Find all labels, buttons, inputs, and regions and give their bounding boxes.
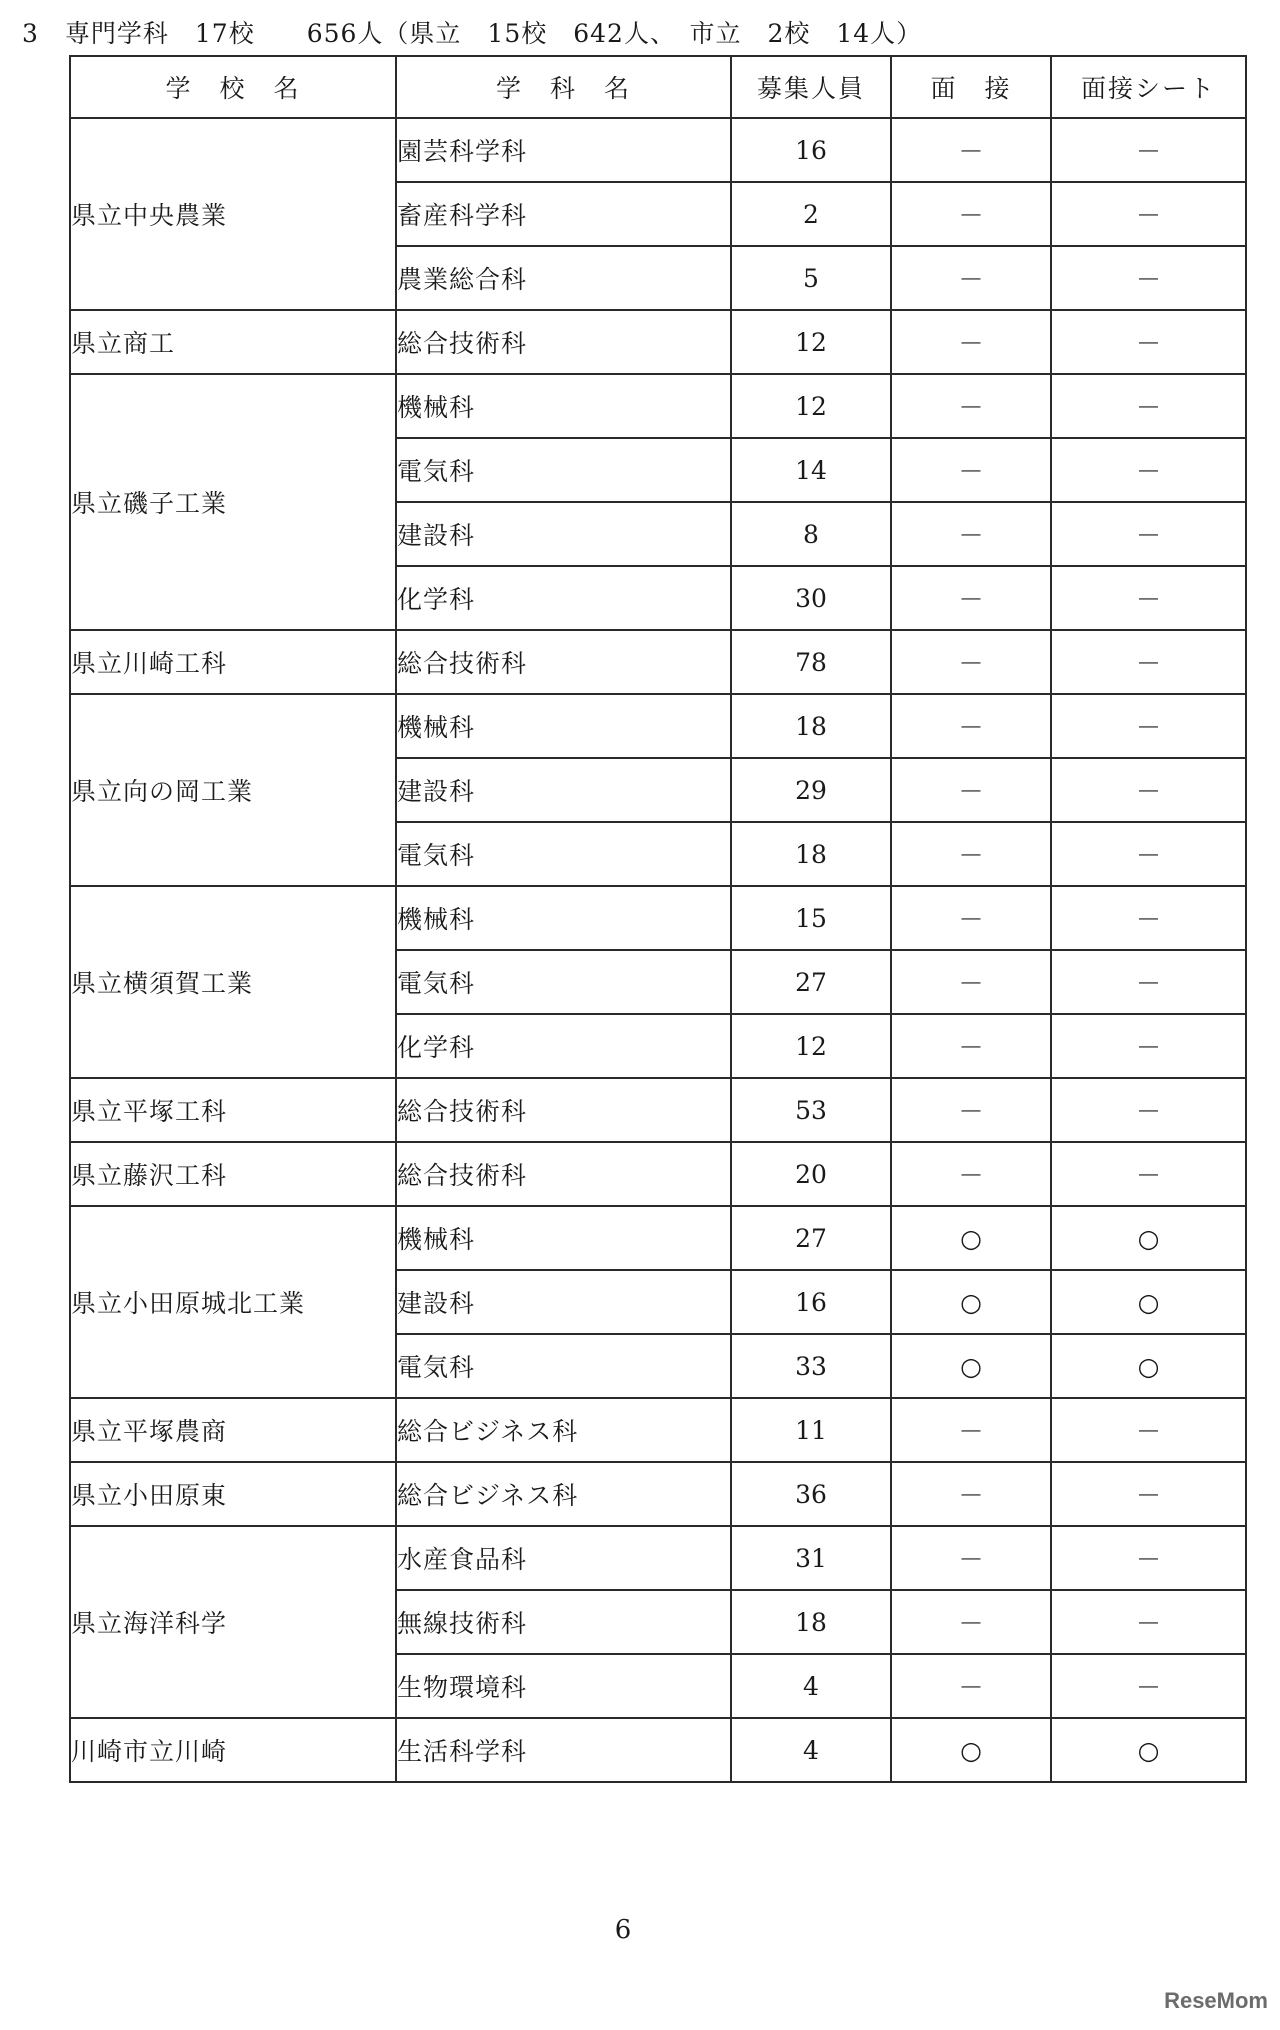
table-row [70, 310, 1246, 374]
interview-sheet-cell: － [1051, 1654, 1246, 1718]
school-name-cell: 県立海洋科学 [70, 1526, 396, 1718]
table-row [70, 1206, 1246, 1270]
interview-cell: － [891, 1526, 1051, 1590]
interview-cell: － [891, 758, 1051, 822]
admissions-table [69, 55, 1247, 1783]
interview-cell: － [891, 1654, 1051, 1718]
capacity-cell: 18 [731, 822, 891, 886]
capacity-cell: 30 [731, 566, 891, 630]
department-cell: 水産食品科 [396, 1526, 731, 1590]
capacity-cell: 8 [731, 502, 891, 566]
capacity-cell: 16 [731, 1270, 891, 1334]
interview-sheet-cell: － [1051, 758, 1246, 822]
school-name-cell: 県立小田原東 [70, 1462, 396, 1526]
table-row [70, 1078, 1246, 1142]
capacity-cell: 2 [731, 182, 891, 246]
department-cell: 総合技術科 [396, 1142, 731, 1206]
interview-sheet-cell: － [1051, 1590, 1246, 1654]
department-cell: 総合ビジネス科 [396, 1398, 731, 1462]
interview-cell: ○ [891, 1270, 1051, 1334]
interview-cell: ○ [891, 1718, 1051, 1782]
capacity-cell: 5 [731, 246, 891, 310]
interview-sheet-cell: － [1051, 246, 1246, 310]
interview-sheet-cell: － [1051, 502, 1246, 566]
capacity-cell: 27 [731, 1206, 891, 1270]
school-name-cell: 県立磯子工業 [70, 374, 396, 630]
interview-sheet-cell: ○ [1051, 1270, 1246, 1334]
interview-cell: － [891, 182, 1051, 246]
interview-sheet-cell: － [1051, 1398, 1246, 1462]
department-cell: 電気科 [396, 950, 731, 1014]
school-name-cell: 県立商工 [70, 310, 396, 374]
interview-cell: － [891, 310, 1051, 374]
table-row [70, 374, 1246, 438]
school-name-cell: 県立小田原城北工業 [70, 1206, 396, 1398]
capacity-cell: 36 [731, 1462, 891, 1526]
department-cell: 機械科 [396, 886, 731, 950]
table-row [70, 1526, 1246, 1590]
department-cell: 機械科 [396, 1206, 731, 1270]
capacity-cell: 53 [731, 1078, 891, 1142]
interview-cell: － [891, 1014, 1051, 1078]
interview-cell: － [891, 950, 1051, 1014]
interview-sheet-cell: － [1051, 694, 1246, 758]
department-cell: 総合技術科 [396, 630, 731, 694]
interview-sheet-cell: － [1051, 630, 1246, 694]
capacity-cell: 11 [731, 1398, 891, 1462]
table-row [70, 1718, 1246, 1782]
capacity-cell: 12 [731, 1014, 891, 1078]
capacity-cell: 31 [731, 1526, 891, 1590]
interview-cell: － [891, 1590, 1051, 1654]
department-cell: 建設科 [396, 1270, 731, 1334]
interview-sheet-cell: － [1051, 1078, 1246, 1142]
department-cell: 生活科学科 [396, 1718, 731, 1782]
department-cell: 生物環境科 [396, 1654, 731, 1718]
interview-sheet-cell: ○ [1051, 1718, 1246, 1782]
department-cell: 機械科 [396, 694, 731, 758]
department-cell: 機械科 [396, 374, 731, 438]
capacity-cell: 16 [731, 118, 891, 182]
department-cell: 総合ビジネス科 [396, 1462, 731, 1526]
department-cell: 総合技術科 [396, 310, 731, 374]
table-body [70, 118, 1246, 1782]
capacity-cell: 12 [731, 374, 891, 438]
header-interview: 面 接 [891, 56, 1051, 118]
table-row [70, 630, 1246, 694]
interview-cell: － [891, 694, 1051, 758]
department-cell: 電気科 [396, 1334, 731, 1398]
capacity-cell: 18 [731, 1590, 891, 1654]
table-row [70, 118, 1246, 182]
table-row [70, 1398, 1246, 1462]
watermark-logo: ReseMom [1164, 1988, 1268, 2013]
interview-cell: － [891, 630, 1051, 694]
school-name-cell: 県立川崎工科 [70, 630, 396, 694]
department-cell: 建設科 [396, 502, 731, 566]
interview-sheet-cell: － [1051, 438, 1246, 502]
header-department: 学 科 名 [396, 56, 731, 118]
department-cell: 無線技術科 [396, 1590, 731, 1654]
interview-sheet-cell: － [1051, 1014, 1246, 1078]
capacity-cell: 18 [731, 694, 891, 758]
table-row [70, 694, 1246, 758]
interview-cell: － [891, 438, 1051, 502]
capacity-cell: 78 [731, 630, 891, 694]
interview-sheet-cell: － [1051, 822, 1246, 886]
header-interview-sheet: 面接シート [1051, 56, 1246, 118]
interview-cell: － [891, 502, 1051, 566]
department-cell: 総合技術科 [396, 1078, 731, 1142]
school-name-cell: 県立平塚農商 [70, 1398, 396, 1462]
capacity-cell: 29 [731, 758, 891, 822]
interview-cell: － [891, 1398, 1051, 1462]
page-number: 6 [614, 1915, 632, 1945]
interview-sheet-cell: － [1051, 182, 1246, 246]
school-name-cell: 県立平塚工科 [70, 1078, 396, 1142]
department-cell: 電気科 [396, 822, 731, 886]
section-heading: 3 専門学科 17校 656人（県立 15校 642人、 市立 2校 14人） [22, 19, 923, 48]
department-cell: 畜産科学科 [396, 182, 731, 246]
school-name-cell: 川崎市立川崎 [70, 1718, 396, 1782]
interview-cell: － [891, 118, 1051, 182]
department-cell: 化学科 [396, 1014, 731, 1078]
interview-cell: － [891, 1142, 1051, 1206]
table-row [70, 886, 1246, 950]
capacity-cell: 33 [731, 1334, 891, 1398]
school-name-cell: 県立中央農業 [70, 118, 396, 310]
capacity-cell: 14 [731, 438, 891, 502]
school-name-cell: 県立横須賀工業 [70, 886, 396, 1078]
interview-sheet-cell: － [1051, 1142, 1246, 1206]
header-capacity: 募集人員 [731, 56, 891, 118]
interview-cell: ○ [891, 1334, 1051, 1398]
capacity-cell: 20 [731, 1142, 891, 1206]
department-cell: 建設科 [396, 758, 731, 822]
department-cell: 農業総合科 [396, 246, 731, 310]
table-row [70, 1462, 1246, 1526]
interview-sheet-cell: － [1051, 1526, 1246, 1590]
department-cell: 電気科 [396, 438, 731, 502]
table-header-row [70, 56, 1246, 118]
capacity-cell: 4 [731, 1718, 891, 1782]
interview-sheet-cell: － [1051, 950, 1246, 1014]
department-cell: 化学科 [396, 566, 731, 630]
school-name-cell: 県立藤沢工科 [70, 1142, 396, 1206]
capacity-cell: 15 [731, 886, 891, 950]
interview-cell: － [891, 886, 1051, 950]
interview-sheet-cell: － [1051, 374, 1246, 438]
interview-cell: － [891, 1078, 1051, 1142]
interview-cell: － [891, 246, 1051, 310]
interview-sheet-cell: － [1051, 886, 1246, 950]
interview-cell: － [891, 566, 1051, 630]
interview-cell: － [891, 1462, 1051, 1526]
capacity-cell: 12 [731, 310, 891, 374]
table-row [70, 1142, 1246, 1206]
interview-sheet-cell: － [1051, 118, 1246, 182]
interview-sheet-cell: ○ [1051, 1334, 1246, 1398]
interview-sheet-cell: － [1051, 1462, 1246, 1526]
capacity-cell: 27 [731, 950, 891, 1014]
interview-sheet-cell: － [1051, 310, 1246, 374]
interview-cell: ○ [891, 1206, 1051, 1270]
school-name-cell: 県立向の岡工業 [70, 694, 396, 886]
interview-cell: － [891, 374, 1051, 438]
interview-sheet-cell: ○ [1051, 1206, 1246, 1270]
header-school: 学 校 名 [70, 56, 396, 118]
interview-sheet-cell: － [1051, 566, 1246, 630]
capacity-cell: 4 [731, 1654, 891, 1718]
interview-cell: － [891, 822, 1051, 886]
department-cell: 園芸科学科 [396, 118, 731, 182]
